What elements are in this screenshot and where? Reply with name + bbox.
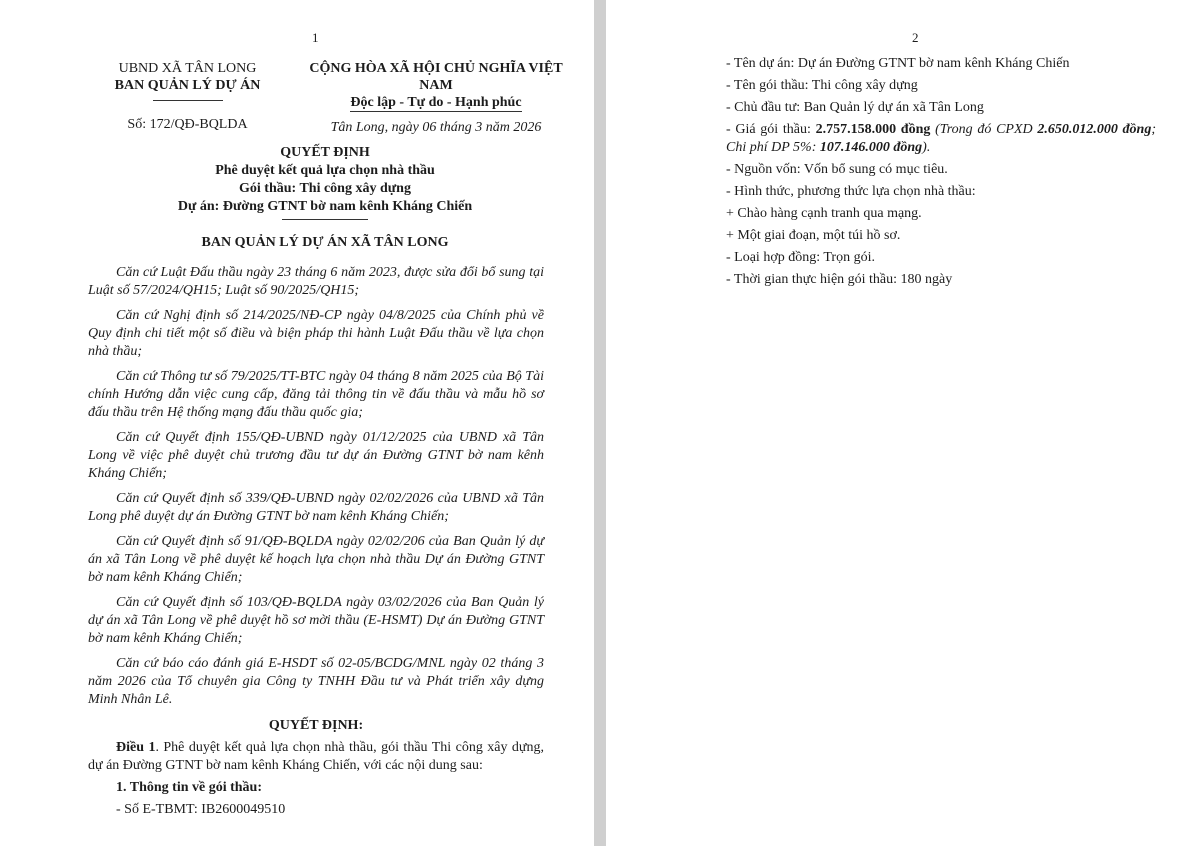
price-note: ). <box>922 140 931 155</box>
package-price <box>726 121 1156 157</box>
page-number: 2 <box>912 30 919 45</box>
list-item: - Thời gian thực hiện gói thầu: 180 ngày <box>726 272 953 287</box>
list-item: - Hình thức, phương thức lựa chọn nhà thầu: <box>726 184 976 199</box>
construction-cost: 2.650.012.000 đồng <box>1037 122 1152 137</box>
list-item: - Nguồn vốn: Vốn bổ sung có mục tiêu. <box>726 162 948 177</box>
title-package: Gói thầu: Thi công xây dựng <box>239 181 411 196</box>
price-note: (Trong đó CPXD <box>930 122 1038 137</box>
legal-basis: Căn cứ Thông tư số 79/2025/TT-BTC ngày 04 tháng 8 năm 2025 của Bộ Tài chính Hướng dẫn việc cung cấp, đăng tải thông tin về đấu thầu và mẫu hồ sơ đấu thầu trên Hệ thống mạng đấu thầu quốc gia; <box>88 369 544 420</box>
decision-heading: QUYẾT ĐỊNH: <box>268 718 364 733</box>
legal-basis: Căn cứ Quyết định số 91/QĐ-BQLDA ngày 02/02/206 của Ban Quản lý dự án xã Tân Long về phê duyệt kế hoạch lựa chọn nhà thầu Dự án Đường GTNT bờ nam kênh Kháng Chiến; <box>88 534 544 585</box>
national-header <box>292 60 580 136</box>
document-type: QUYẾT ĐỊNH <box>280 145 370 160</box>
nation-name: CỘNG HÒA XÃ HỘI CHỦ NGHĨA VIỆT NAM <box>309 61 563 93</box>
legal-basis: Căn cứ Quyết định số 103/QĐ-BQLDA ngày 03/02/2026 của Ban Quản lý dự án xã Tân Long về phê duyệt hồ sơ mời thầu (E-HSMT) Dự án Đường GTNT bờ nam kênh Kháng Chiến; <box>88 595 544 646</box>
price-note: ; Chi phí DP 5%: <box>726 122 1156 155</box>
agency-name: BAN QUẢN LÝ DỰ ÁN <box>114 78 261 93</box>
document-body <box>726 55 1156 293</box>
title-subject: Phê duyệt kết quả lựa chọn nhà thầu <box>215 163 435 178</box>
legal-basis: Căn cứ báo cáo đánh giá E-HSDT số 02-05/BCDG/MNL ngày 02 tháng 3 năm 2026 của Tổ chuyên gia Công ty TNHH Đầu tư và Phát triển xây dựng Minh Nhân Lê. <box>88 656 544 707</box>
list-item: - Chủ đầu tư: Ban Quản lý dự án xã Tân Long <box>726 100 984 115</box>
issuing-board: BAN QUẢN LÝ DỰ ÁN XÃ TÂN LONG <box>201 235 449 250</box>
article-1 <box>88 739 544 775</box>
page-number: 1 <box>312 30 319 45</box>
list-item: - Tên gói thầu: Thi công xây dựng <box>726 78 918 93</box>
section-heading: 1. Thông tin về gói thầu: <box>116 780 262 795</box>
title-project: Dự án: Đường GTNT bờ nam kênh Kháng Chiến <box>177 199 473 214</box>
list-item: - Tên dự án: Dự án Đường GTNT bờ nam kênh Kháng Chiến <box>726 56 1070 71</box>
issuer-header <box>95 60 280 133</box>
place-date: Tân Long, ngày 06 tháng 3 năm 2026 <box>330 120 542 135</box>
list-item: + Một giai đoạn, một túi hồ sơ. <box>726 228 901 243</box>
title-rule <box>282 219 368 220</box>
document-page-2 <box>606 0 1200 846</box>
document-title-block <box>90 144 560 252</box>
price-amount: 2.757.158.000 đồng <box>815 122 931 137</box>
legal-basis: Căn cứ Quyết định 155/QĐ-UBND ngày 01/12/2025 của UBND xã Tân Long về việc phê duyệt chủ trương đầu tư dự án Đường GTNT bờ nam kênh Kháng Chiến; <box>88 430 544 481</box>
national-motto: Độc lập - Tự do - Hạnh phúc <box>350 95 522 110</box>
article-1-text: . Phê duyệt kết quả lựa chọn nhà thầu, gói thầu Thi công xây dựng, dự án Đường GTNT bờ nam kênh Kháng Chiến, với các nội dung sau: <box>88 740 545 773</box>
document-body <box>88 264 544 819</box>
list-item: - Số E-TBMT: IB2600049510 <box>116 802 286 817</box>
contingency-cost: 107.146.000 đồng <box>819 140 923 155</box>
document-number: Số: 172/QĐ-BQLDA <box>127 117 248 132</box>
list-item: - Loại hợp đồng: Trọn gói. <box>726 250 875 265</box>
legal-basis: Căn cứ Luật Đấu thầu ngày 23 tháng 6 năm 2023, được sửa đổi bổ sung tại Luật số 57/2024/QH15; Luật số 90/2025/QH15; <box>88 265 544 298</box>
price-prefix: - Giá gói thầu: <box>726 122 816 137</box>
article-1-label: Điều 1 <box>116 740 156 755</box>
document-page-1 <box>0 0 594 846</box>
commune-name: UBND XÃ TÂN LONG <box>118 61 257 76</box>
legal-basis: Căn cứ Nghị định số 214/2025/NĐ-CP ngày 04/8/2025 của Chính phủ về Quy định chi tiết một số điều và biện pháp thi hành Luật Đấu thầu về lựa chọn nhà thầu; <box>88 308 544 359</box>
legal-basis: Căn cứ Quyết định số 339/QĐ-UBND ngày 02/02/2026 của UBND xã Tân Long phê duyệt dự án Đường GTNT bờ nam kênh Kháng Chiến; <box>88 491 544 524</box>
list-item: + Chào hàng cạnh tranh qua mạng. <box>726 206 922 221</box>
header-rule <box>153 100 223 101</box>
